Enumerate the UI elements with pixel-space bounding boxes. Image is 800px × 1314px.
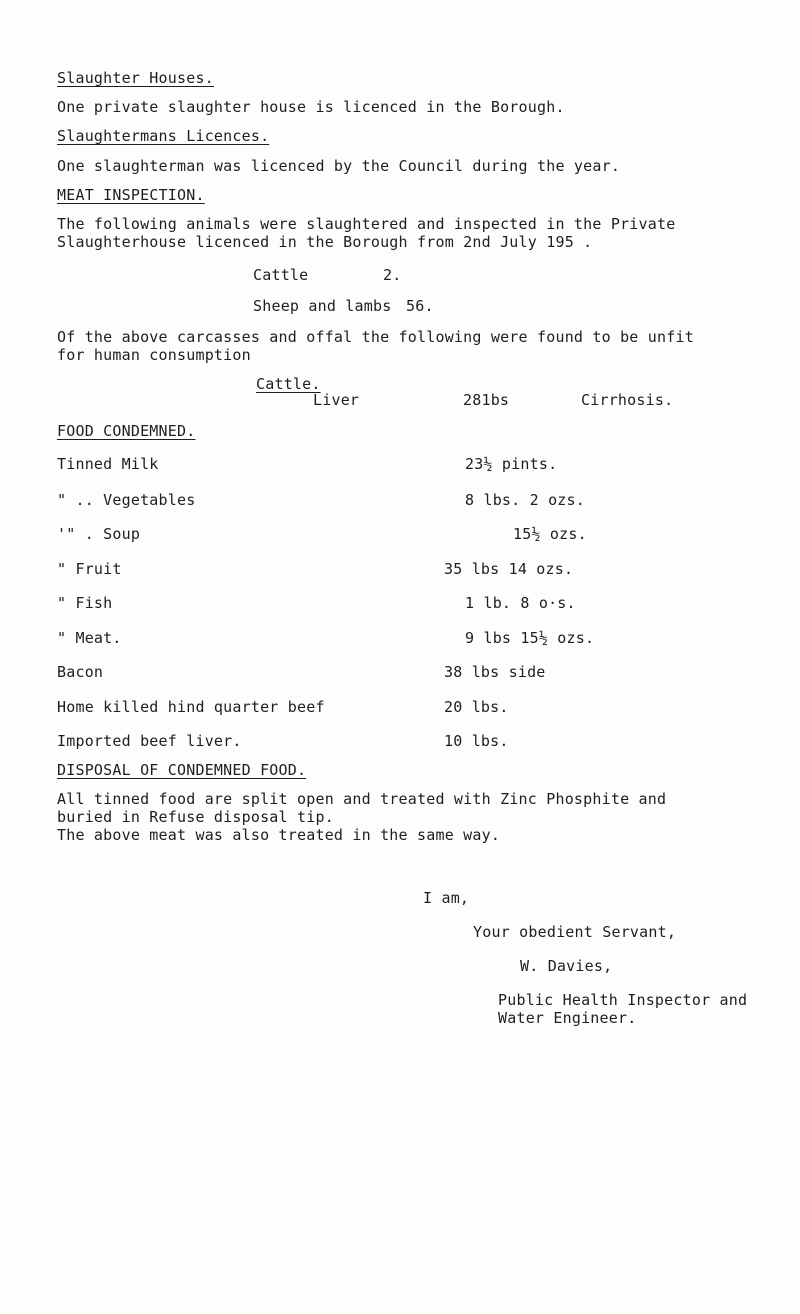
- unfit-line2: for human consumption: [57, 346, 251, 364]
- food-item: Bacon: [57, 663, 104, 681]
- food-item: " Meat.: [57, 629, 122, 647]
- food-qty: 35 lbs 14 ozs.: [444, 560, 574, 578]
- food-item: Home killed hind quarter beef: [57, 698, 325, 716]
- animal-value-sheep: 56.: [406, 297, 434, 315]
- food-qty: 9 lbs 15½ ozs.: [465, 629, 595, 647]
- food-qty: 1 lb. 8 o·s.: [465, 594, 576, 612]
- animal-label-cattle: Cattle: [253, 266, 309, 284]
- heading-food-condemned: FOOD CONDEMNED.: [57, 422, 196, 440]
- slaughtermans-licences-text: One slaughterman was licenced by the Council during the year.: [57, 157, 621, 175]
- signoff-title-line1: Public Health Inspector and: [498, 991, 748, 1009]
- food-qty: 8 lbs. 2 ozs.: [465, 491, 585, 509]
- liver-item: Liver: [313, 391, 360, 409]
- food-item: " Fruit: [57, 560, 122, 578]
- food-item: Imported beef liver.: [57, 732, 242, 750]
- unfit-line1: Of the above carcasses and offal the following were found to be unfit: [57, 328, 694, 346]
- heading-slaughtermans-licences: Slaughtermans Licences.: [57, 127, 270, 145]
- disposal-line2: buried in Refuse disposal tip.: [57, 808, 334, 826]
- meat-inspection-para-line2: Slaughterhouse licenced in the Borough from 2nd July 195 .: [57, 233, 593, 251]
- disposal-line3: The above meat was also treated in the same way.: [57, 826, 501, 844]
- meat-inspection-para-line1: The following animals were slaughtered and inspected in the Private: [57, 215, 676, 233]
- liver-reason: Cirrhosis.: [581, 391, 674, 409]
- liver-qty: 281bs: [463, 391, 510, 409]
- signoff-title-line2: Water Engineer.: [498, 1009, 637, 1027]
- food-qty: 15½ ozs.: [513, 525, 587, 543]
- signoff-servant: Your obedient Servant,: [473, 923, 677, 941]
- food-item: '" . Soup: [57, 525, 141, 543]
- food-qty: 38 lbs side: [444, 663, 546, 681]
- animal-label-sheep: Sheep and lambs: [253, 297, 392, 315]
- heading-disposal: DISPOSAL OF CONDEMNED FOOD.: [57, 761, 307, 779]
- food-item: " .. Vegetables: [57, 491, 196, 509]
- cattle-sub-heading: Cattle.: [256, 375, 321, 393]
- signoff-i-am: I am,: [423, 889, 470, 907]
- heading-slaughter-houses: Slaughter Houses.: [57, 69, 214, 87]
- food-qty: 10 lbs.: [444, 732, 509, 750]
- slaughter-houses-text: One private slaughter house is licenced in the Borough.: [57, 98, 565, 116]
- food-qty: 20 lbs.: [444, 698, 509, 716]
- disposal-line1: All tinned food are split open and treated with Zinc Phosphite and: [57, 790, 667, 808]
- food-item: Tinned Milk: [57, 455, 159, 473]
- food-qty: 23½ pints.: [465, 455, 558, 473]
- food-item: " Fish: [57, 594, 113, 612]
- animal-value-cattle: 2.: [383, 266, 402, 284]
- signoff-name: W. Davies,: [520, 957, 613, 975]
- heading-meat-inspection: MEAT INSPECTION.: [57, 186, 205, 204]
